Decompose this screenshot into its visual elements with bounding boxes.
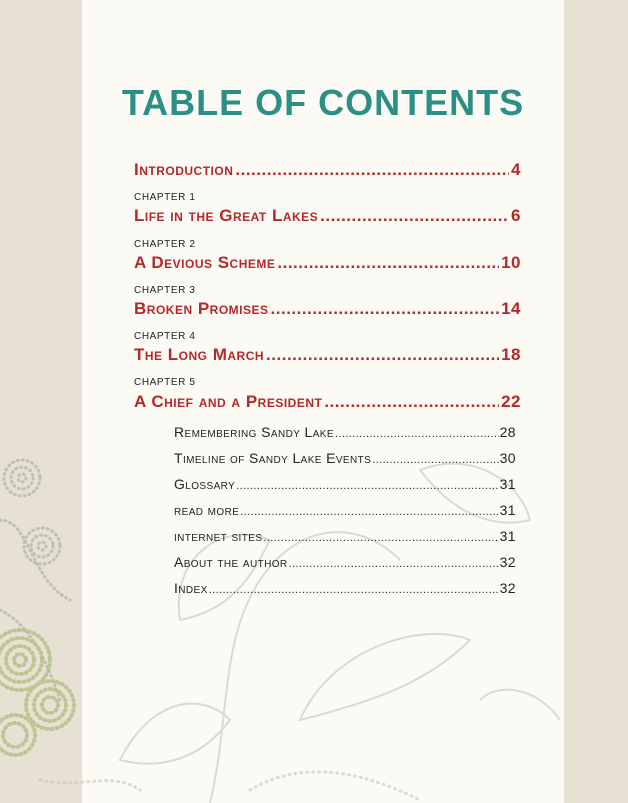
toc-subsection[interactable] <box>174 450 516 466</box>
toc-subsection-title: About the author <box>174 554 288 570</box>
toc-subsection-page: 31 <box>499 502 516 518</box>
toc-entry[interactable] <box>134 392 521 412</box>
toc-subsection-page: 30 <box>499 450 516 466</box>
toc-entry[interactable] <box>134 206 521 226</box>
toc-subsection[interactable] <box>174 554 516 570</box>
toc-entry[interactable] <box>134 160 521 180</box>
dot-leader <box>240 506 498 518</box>
chapter-number: CHAPTER 5 <box>134 377 196 388</box>
dot-leader <box>209 584 499 596</box>
toc-subsection-title: read more <box>174 502 240 518</box>
toc-entry-page: 6 <box>511 206 521 225</box>
toc-subsection[interactable] <box>174 580 516 596</box>
dot-leader <box>235 160 509 180</box>
toc-entry[interactable] <box>134 345 521 365</box>
toc-entry[interactable] <box>134 299 521 319</box>
toc-entry-page: 18 <box>501 345 521 364</box>
toc-subsection-title: Glossary <box>174 476 236 492</box>
toc-entry-title: A Devious Scheme <box>134 253 276 272</box>
toc-entry-title: Broken Promises <box>134 299 269 318</box>
toc-subsection-page: 32 <box>499 580 516 596</box>
page-title: TABLE OF CONTENTS <box>121 82 525 123</box>
chapter-number: CHAPTER 1 <box>134 192 196 203</box>
toc-entry[interactable] <box>134 253 521 273</box>
toc-subsection-title: Timeline of Sandy Lake Events <box>174 450 372 466</box>
toc-entry-title: The Long March <box>134 345 265 364</box>
chapter-number: CHAPTER 3 <box>134 285 196 296</box>
toc-subsection[interactable] <box>174 424 516 440</box>
dot-leader <box>324 392 499 412</box>
toc-entry-page: 14 <box>501 299 521 318</box>
toc-subsection-page: 31 <box>499 528 516 544</box>
toc-subsection-title: Index <box>174 580 208 596</box>
dot-leader <box>236 480 498 492</box>
toc-subsection-page: 32 <box>499 554 516 570</box>
dot-leader <box>271 299 500 319</box>
dot-leader <box>289 558 499 570</box>
toc-entry-title: A Chief and a President <box>134 392 323 411</box>
toc-subsection-title: Remembering Sandy Lake <box>174 424 334 440</box>
toc-subsection[interactable] <box>174 502 516 518</box>
chapter-number: CHAPTER 2 <box>134 239 196 250</box>
chapter-number: CHAPTER 4 <box>134 331 196 342</box>
toc-entry-title: Life in the Great Lakes <box>134 206 319 225</box>
toc-entry-page: 22 <box>501 392 521 411</box>
dot-leader <box>372 454 498 466</box>
dot-leader <box>277 253 499 273</box>
toc-subsection-page: 31 <box>499 476 516 492</box>
toc-entry-title: Introduction <box>134 160 234 179</box>
dot-leader <box>263 532 498 544</box>
dot-leader <box>320 206 509 226</box>
dot-leader <box>335 428 499 440</box>
toc-subsection[interactable] <box>174 528 516 544</box>
toc-subsection-title: internet sites <box>174 528 263 544</box>
toc-entry-page: 10 <box>501 253 521 272</box>
toc-entry-page: 4 <box>511 160 521 179</box>
toc-subsection-page: 28 <box>499 424 516 440</box>
toc-subsection[interactable] <box>174 476 516 492</box>
dot-leader <box>266 345 499 365</box>
